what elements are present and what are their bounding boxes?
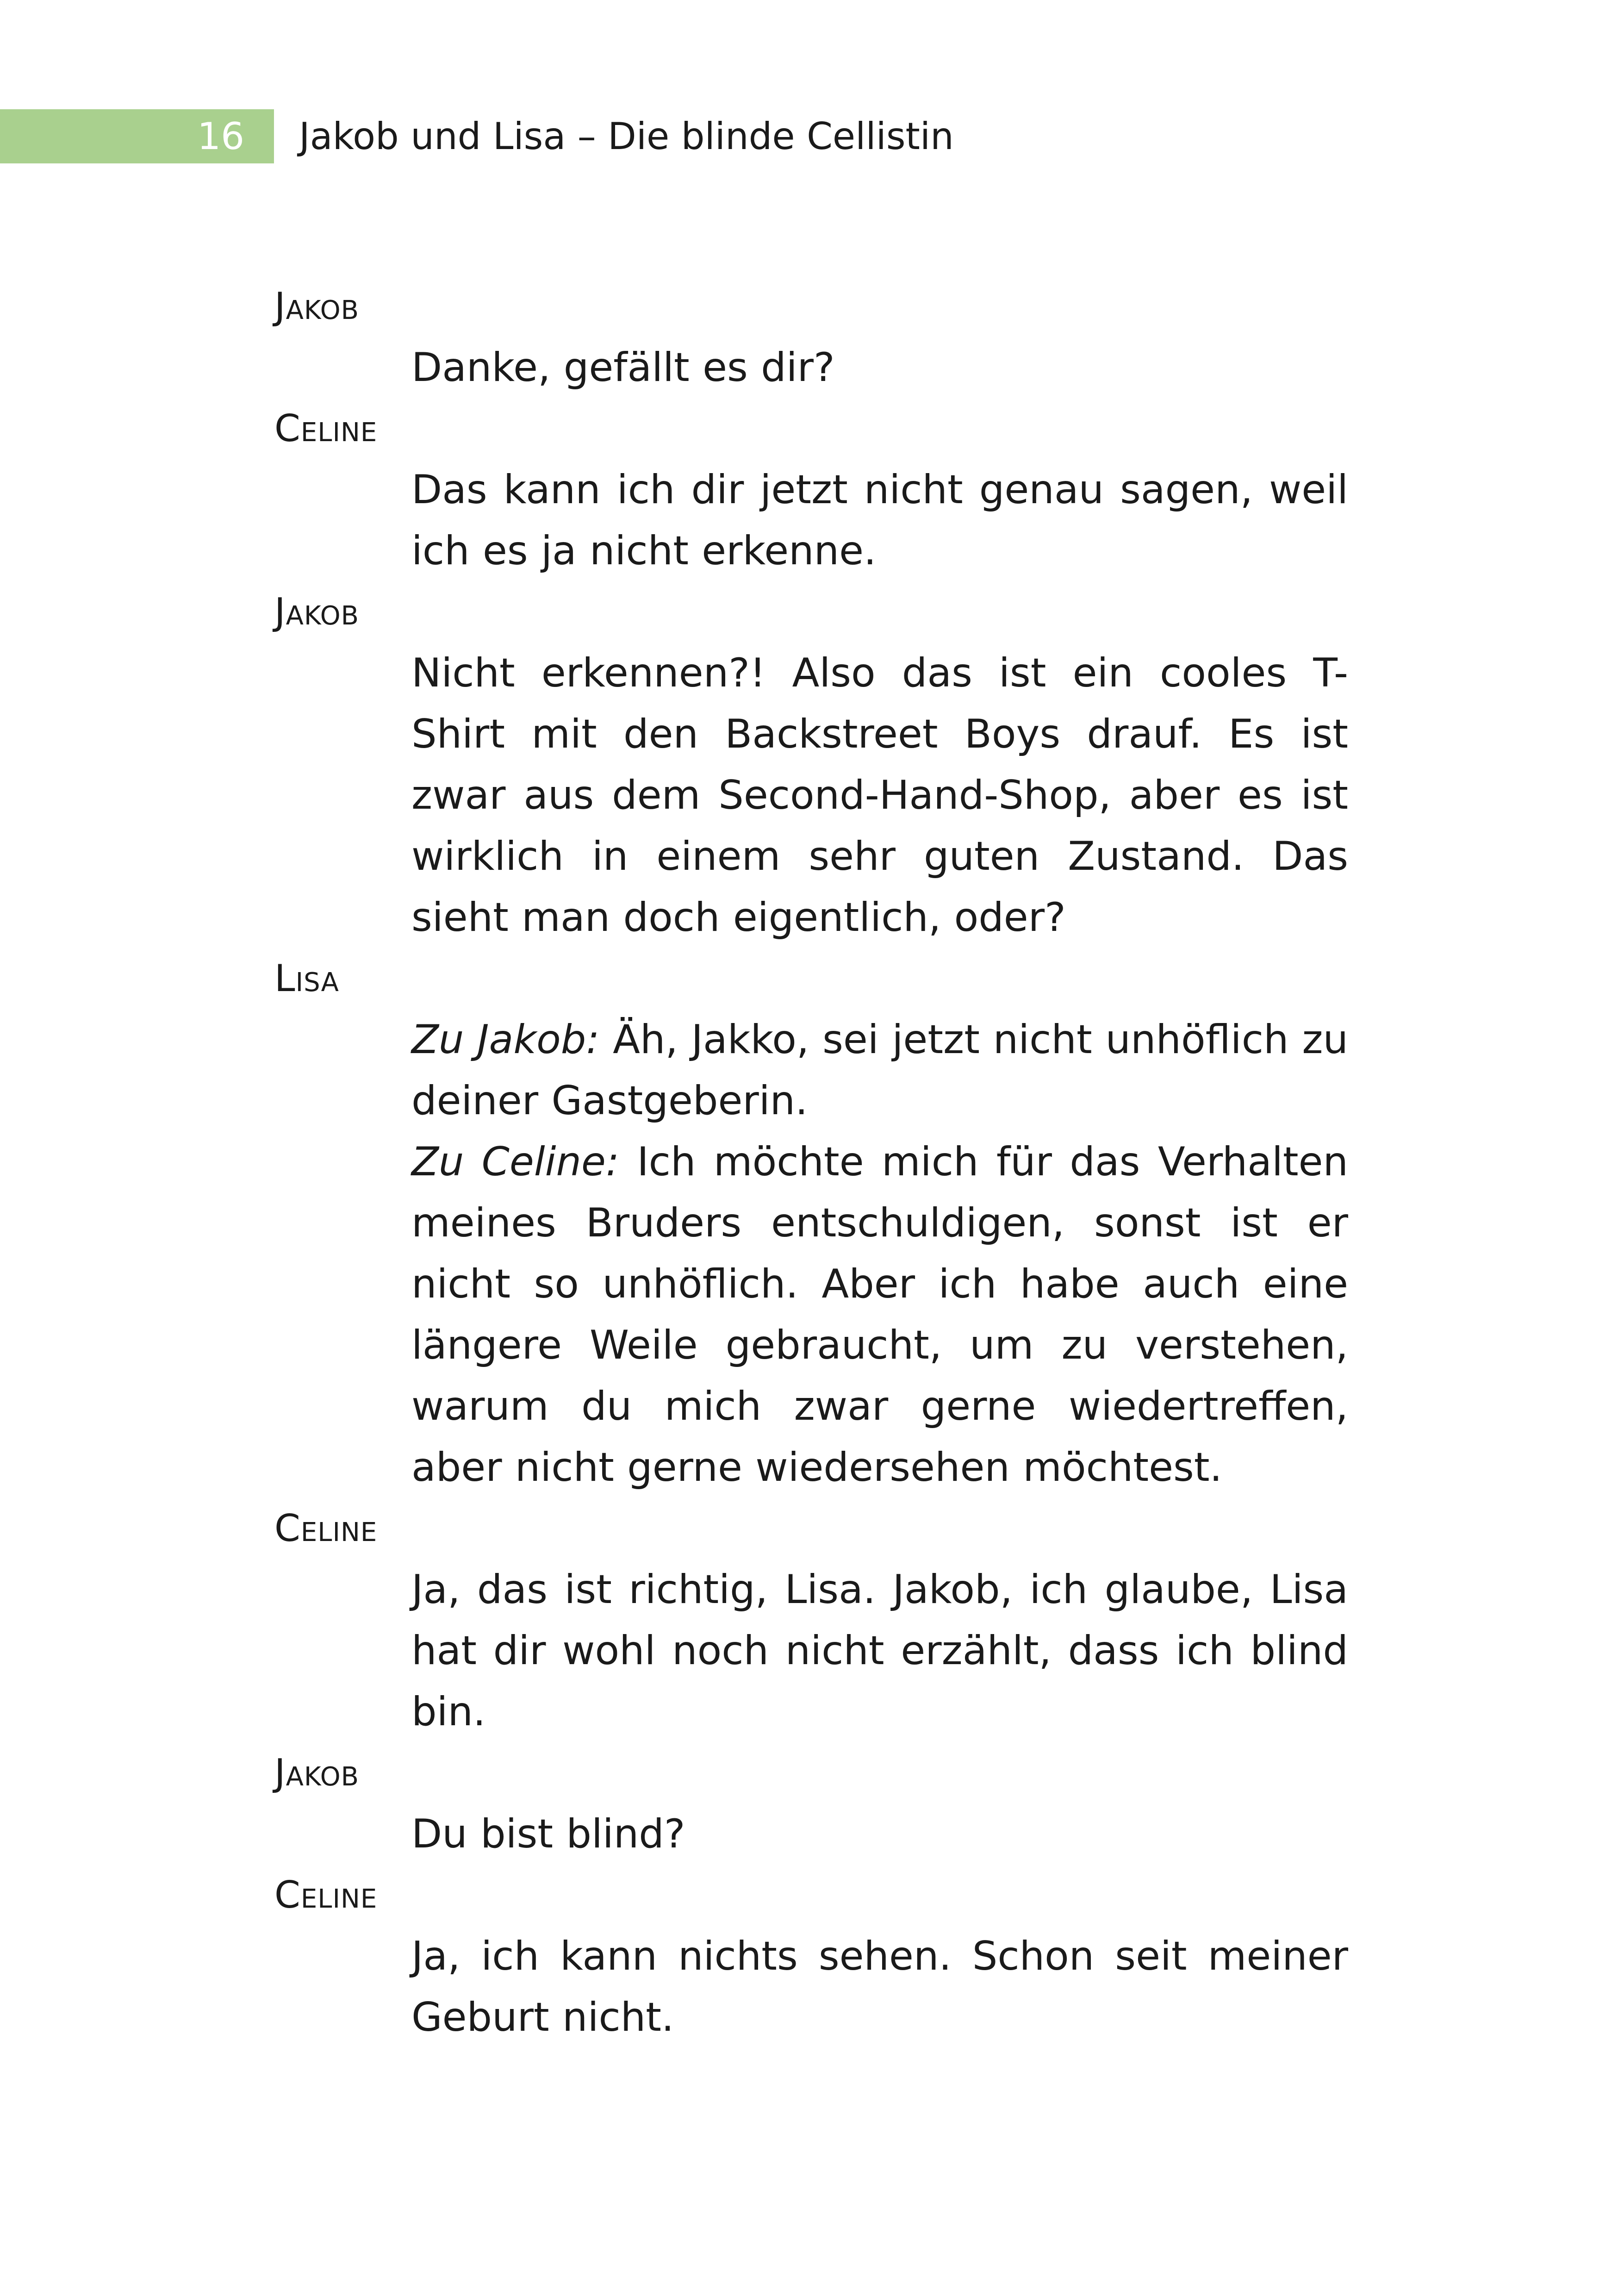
speech-line-text: Ja, das ist richtig, Lisa. Jakob, ich glaube, Lisa hat dir wohl noch nicht erzählt, dass ich blind bin.	[411, 1566, 1348, 1735]
speech-text	[411, 1803, 1348, 1865]
speaker-name: Lisa	[274, 957, 339, 1000]
speech-text	[411, 459, 1348, 581]
speech-text	[411, 337, 1348, 398]
script-body	[274, 276, 1348, 2048]
dialogue-block	[274, 398, 1348, 581]
speech-line	[411, 643, 1348, 948]
speech-line-text: Äh, Jakko, sei jetzt nicht unhöflich zu deiner Gastgeberin.	[411, 1017, 1348, 1124]
speaker-name: Jakob	[274, 1751, 360, 1794]
speaker-name: Celine	[274, 1507, 378, 1550]
speaker-name: Celine	[274, 407, 378, 450]
speech-line	[411, 1009, 1348, 1131]
speech-line	[411, 1926, 1348, 2048]
speaker-name: Celine	[274, 1873, 378, 1916]
speech-line	[411, 1131, 1348, 1498]
page-number: 16	[197, 115, 244, 158]
speech-line-text: Das kann ich dir jetzt nicht genau sagen, weil ich es ja nicht erkenne.	[411, 467, 1348, 574]
dialogue-block	[274, 1498, 1348, 1742]
speech-text	[411, 1559, 1348, 1742]
speaker-name: Jakob	[274, 590, 360, 633]
speaker-name: Jakob	[274, 285, 360, 328]
speech-line-text: Ich möchte mich für das Verhalten meines Bruders entschuldigen, sonst ist er nicht so unhöflich. Aber ich habe auch eine längere Weile gebraucht, um zu verstehen, warum du mich zwar gerne wiedertreffen, aber nicht gerne wiedersehen möchtest.	[411, 1139, 1348, 1491]
stage-direction: Zu Jakob:	[411, 1017, 600, 1063]
dialogue-block	[274, 581, 1348, 948]
speech-line-text: Danke, gefällt es dir?	[411, 344, 835, 391]
dialogue-block	[274, 276, 1348, 398]
speech-line	[411, 337, 1348, 398]
speech-line	[411, 1559, 1348, 1742]
dialogue-block	[274, 1742, 1348, 1865]
dialogue-block	[274, 1865, 1348, 2048]
speech-line	[411, 459, 1348, 581]
dialogue-block	[274, 948, 1348, 1498]
speech-line-text: Ja, ich kann nichts sehen. Schon seit meiner Geburt nicht.	[411, 1933, 1348, 2040]
running-title: Jakob und Lisa – Die blinde Cellistin	[299, 115, 954, 158]
stage-direction: Zu Celine:	[411, 1139, 619, 1185]
speech-text	[411, 1926, 1348, 2048]
speech-line	[411, 1803, 1348, 1865]
speech-line-text: Nicht erkennen?! Also das ist ein cooles T-Shirt mit den Backstreet Boys drauf. Es ist zwar aus dem Second-Hand-Shop, aber es ist wirklich in einem sehr guten Zustand. Das sieht man doch eigentlich, oder?	[411, 650, 1348, 941]
speech-text	[411, 1009, 1348, 1498]
speech-text	[411, 643, 1348, 948]
speech-line-text: Du bist blind?	[411, 1811, 685, 1857]
